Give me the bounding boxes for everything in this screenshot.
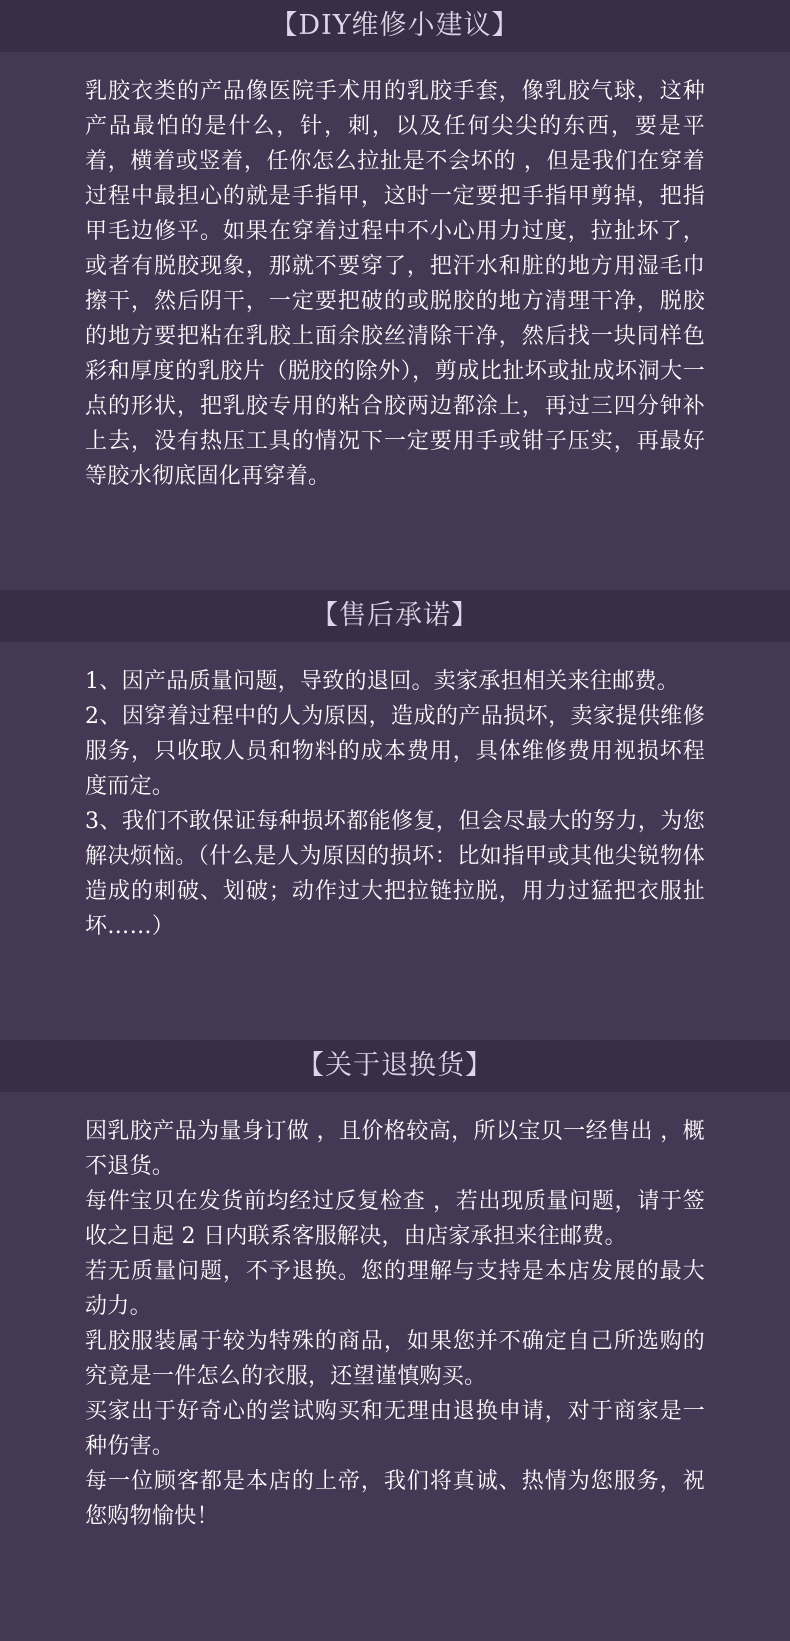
section-header-after-sales bbox=[0, 590, 790, 642]
paragraph: 1、因产品质量问题，导致的退回。卖家承担相关来往邮费。 bbox=[85, 669, 680, 694]
section-title: 【关于退换货】 bbox=[297, 1050, 493, 1081]
section-body-diy-repair bbox=[85, 74, 705, 494]
section-body-returns bbox=[85, 1114, 705, 1534]
paragraph: 每件宝贝在发货前均经过反复检查 ，若出现质量问题，请于签收之日起 2 日内联系客服解决，由店家承担来往邮费。 bbox=[85, 1189, 705, 1249]
section-title: 【售后承诺】 bbox=[311, 600, 479, 631]
paragraph: 2、因穿着过程中的人为原因，造成的产品损坏，卖家提供维修服务，只收取人员和物料的成本费用，具体维修费用视损坏程度而定。 bbox=[85, 704, 705, 799]
paragraph: 买家出于好奇心的尝试购买和无理由退换申请，对于商家是一种伤害。 bbox=[85, 1399, 705, 1459]
section-header-returns bbox=[0, 1040, 790, 1092]
section-header-diy-repair bbox=[0, 0, 790, 52]
paragraph: 3、我们不敢保证每种损坏都能修复，但会尽最大的努力，为您解决烦恼。（什么是人为原因的损坏：比如指甲或其他尖锐物体造成的刺破、划破；动作过大把拉链拉脱，用力过猛把衣服扯坏……） bbox=[85, 809, 705, 939]
paragraph: 因乳胶产品为量身订做 ，且价格较高，所以宝贝一经售出 ，概不退货。 bbox=[85, 1119, 705, 1179]
paragraph: 每一位顾客都是本店的上帝，我们将真诚、热情为您服务，祝您购物愉快！ bbox=[85, 1469, 705, 1529]
paragraph: 乳胶衣类的产品像医院手术用的乳胶手套，像乳胶气球，这种产品最怕的是什么，针，刺，以及任何尖尖的东西，要是平着，横着或竖着，任你怎么拉扯是不会坏的 ，但是我们在穿着过程中最担心的就是手指甲，这时一定要把手指甲剪掉，把指甲毛边修平。如果在穿着过程中不小心用力过度，拉扯坏了，或者有脱胶现象，那就不要穿了，把汗水和脏的地方用湿毛巾擦干，然后阴干，一定要把破的或脱胶的地方清理干净，脱胶的地方要把粘在乳胶上面余胶丝清除干净，然后找一块同样色彩和厚度的乳胶片（脱胶的除外），剪成比扯坏或扯成坏洞大一点的形状，把乳胶专用的粘合胶两边都涂上，再过三四分钟补上去，没有热压工具的情况下一定要用手或钳子压实，再最好等胶水彻底固化再穿着。 bbox=[85, 79, 705, 489]
paragraph: 若无质量问题，不予退换。您的理解与支持是本店发展的最大动力。 bbox=[85, 1259, 705, 1319]
section-body-after-sales bbox=[85, 664, 705, 944]
paragraph: 乳胶服装属于较为特殊的商品，如果您并不确定自己所选购的究竟是一件怎么的衣服，还望谨慎购买。 bbox=[85, 1329, 705, 1389]
section-title: 【DIY维修小建议】 bbox=[270, 10, 520, 41]
